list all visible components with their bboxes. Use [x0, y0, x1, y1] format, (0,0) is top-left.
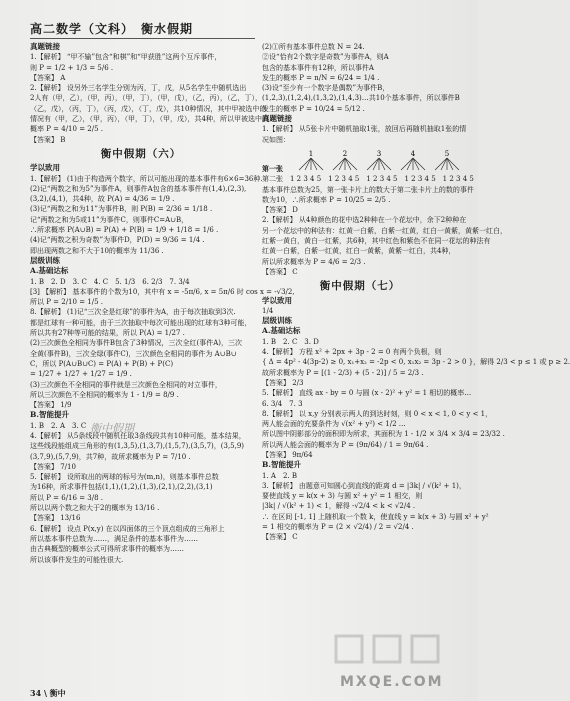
- text-line: ∴ 在区间 [-1, 1] 上随机取一个数 k，使直线 y = k(x + 3) 与圆 x² + y²: [262, 512, 489, 521]
- subsection-heading: B.智能提升: [262, 460, 301, 470]
- text-line: 全黄(事件B)，三次全绿(事件C)，三次颜色全相同的事件为 A∪B∪: [30, 349, 237, 358]
- right-column: [262, 42, 570, 543]
- text-line: C，所以 P(A∪B∪C) = P(A) + P(B) + P(C): [30, 359, 174, 368]
- text-line: 4.【解析】 从5条线段中随机任取3条线段共有10种可能，基本结果，: [30, 431, 246, 440]
- text-line: [3] 【解析】 基本事件的个数为10，其中有 x = -5π/6, x = 5π/6 时 cos x = -√3/2,: [30, 287, 295, 296]
- tree-edge: [441, 158, 447, 170]
- text-line: 【答案】 1/9: [30, 401, 72, 410]
- text-line: 为16种，所求事件包括(1,1),(1,2),(1,3),(2,1),(2,2),(3,1): [30, 483, 213, 492]
- subsection-heading: 层级训练: [30, 255, 60, 265]
- tree-edge: [367, 158, 379, 170]
- text-line: 2.【解析】 从4种颜色的花中选2种种在一个花坛中，余下2种种在: [262, 216, 467, 225]
- text-line: 1. A 2. B: [262, 471, 298, 480]
- text-line: 基本事件总数为25，第一张卡片上的数大于第二张卡片上的数的事件: [262, 185, 474, 194]
- text-line: 【答案】 7/10: [30, 462, 76, 471]
- page-number: 34: [30, 688, 42, 698]
- text-line: 4.【解析】 方程 x² + 2px + 3p - 2 = 0 有两个负根，则: [262, 348, 442, 357]
- text-line: 要使直线 y = k(x + 3) 与圆 x² + y² = 1 相交，则: [262, 492, 423, 501]
- text-line: 【答案】 9π/64: [262, 450, 313, 459]
- text-line: (3)设“至少有一个数字是偶数”为事件B，: [262, 84, 390, 93]
- tree-edge: [413, 158, 419, 170]
- tree-diagram: [262, 145, 458, 174]
- text-line: 所以所求概率为 P = 4/6 = 2/3 .: [262, 257, 366, 266]
- text-line: 所以三次颜色不全相同的概率为 1 - 1/9 = 8/9 .: [30, 390, 179, 399]
- tree-edge: [345, 158, 351, 170]
- text-line: 2.【解析】 设另外三名学生分别为丙，丁，戊，从5名学生中随机选出: [30, 84, 247, 93]
- tree-edge: [373, 158, 379, 170]
- text-line: 5.【解析】 设所取出的两球的标号为(m,n)，则基本事件总数: [30, 473, 219, 482]
- text-line: { Δ = 4p² - 4(3p-2) ≥ 0, x₁+x₂ = -2p < 0, x₁x₂ = 3p - 2 > 0 }，解得 2/3 < p ≤ 1 或 p ≥ 2.: [262, 358, 570, 367]
- subsection-heading: 学以致用: [262, 295, 292, 305]
- tree-edge: [401, 158, 413, 170]
- text-line: ∴所求概率 P(A∪B) = P(A) + P(B) = 1/9 + 1/18 = 1/6 .: [30, 226, 219, 235]
- text-line: 1.【解析】 从5张卡片中随机抽取1张，放回后再随机抽取1张的情: [262, 125, 467, 134]
- tree-root-label: 5: [444, 149, 450, 158]
- tree-edge: [379, 158, 385, 170]
- subsection-heading: B.智能提升: [30, 410, 69, 420]
- text-line: 6. 3/4 7. 3: [262, 399, 303, 408]
- tree-branch: [365, 149, 393, 171]
- tree-edge: [447, 158, 453, 170]
- text-line: 况如图：: [262, 135, 290, 144]
- tree-root-label: 2: [342, 149, 348, 158]
- section-title: 衡中假期（七）: [319, 280, 401, 293]
- tree-edge: [407, 158, 413, 170]
- text-line: 所以图中阴影部分的面积即为所求，其面积为 1 - 1/2 × 3/4 × 3/4 = 23/32 .: [262, 430, 505, 439]
- text-line: 2人有（甲，乙），（甲，丙），（甲，丁），（甲，戊），（乙，丙），（乙，丁），: [30, 94, 262, 103]
- text-line: 发生的概率 P = n/N = 6/24 = 1/4 .: [262, 73, 380, 82]
- subsection-heading: 真题链接: [262, 114, 292, 124]
- text-line: 1.【解析】 “甲不输”包含“和棋”和“甲获胜”这两个互斥事件，: [30, 53, 222, 62]
- tree-root-label: 4: [410, 149, 416, 158]
- text-line: 由古典概型的概率公式可得所求事件的概率为……: [30, 545, 184, 554]
- section-title: 衡中假期（六）: [100, 147, 182, 160]
- text-line: 另一个花坛中的种法有：红黄一白紫，白紫一红黄，红白一黄紫，黄紫一红白，: [262, 226, 507, 235]
- text-line: 1/4: [262, 306, 274, 315]
- text-line: 8.【解析】 (1)记“三次全是红球”的事件为A，由于每次抽取到3次.: [30, 308, 236, 317]
- tree-first-label: 第一张: [262, 163, 283, 173]
- text-line: 1. B 2. C 3. D: [262, 337, 319, 346]
- text-line: 概率 P = 4/10 = 2/5 .: [30, 125, 104, 134]
- footer-label: 衡中: [49, 688, 66, 698]
- text-line: 1.【解析】 (1)由于构造两个数字，所以可能出现的基本事件有6×6=36种.: [30, 174, 263, 183]
- tree-edge: [447, 158, 459, 170]
- subsection-heading: A.基础达标: [262, 326, 301, 336]
- text-line: 【答案】 13/16: [30, 514, 81, 523]
- text-line: (1,2,3),(1,2,4),(1,3,2),(1,4,3)…共10个基本事件，所以事件B: [262, 94, 460, 103]
- text-line: 所以以两个数之和大于2的概率为 13/16 .: [30, 504, 160, 513]
- text-line: 所以基本事件总数为……，满足条件的基本事件为……: [30, 534, 198, 543]
- text-line: 所以两人能会面的概率为 P = (9π/64) / 1 = 9π/64 .: [262, 440, 429, 449]
- text-line: 6.【解析】 设点 P(x,y) 在以四面体的三个顶点组成的三角形上: [30, 524, 225, 533]
- text-line: 第二张 1 2 3 4 5 1 2 3 4 5 1 2 3 4 5 1 2 3 4 5 1 2 3 4 5: [262, 175, 474, 184]
- text-line: 两人能会面的充要条件为 √(x² + y²) < 1/2 …: [262, 420, 406, 429]
- text-line: 发生的概率 P = 10/24 = 5/12 .: [262, 104, 365, 113]
- text-line: （乙，戊），（丙，丁），（丙，戊），（丁，戊），共10种情况，其中甲被选中的: [30, 104, 267, 113]
- text-line: 数为10，∴所求概率 P = 10/25 = 2/5 .: [262, 195, 391, 204]
- subsection-heading: 学以致用: [30, 163, 60, 173]
- text-line: (2)记“两数之和为5”为事件A，则事件A包含的基本事件有(1,4),(2,3),: [30, 184, 247, 193]
- text-line: (3)三次颜色不全相同的事件就是三次颜色全相同的对立事件，: [30, 380, 222, 389]
- text-line: = 1 相交的概率为 P = (2 × √2/4) / 2 = √2/4 .: [262, 523, 414, 532]
- tree-branch: [297, 149, 325, 171]
- tree-edge: [305, 158, 311, 170]
- text-line: 红黄一白紫，白紫一红黄，红白一黄紫，黄紫一红白，共4种，: [262, 247, 456, 256]
- text-line: 所以该事件发生的可能性很大.: [30, 555, 124, 564]
- text-line: 包含的基本事件有12种，所以事件A: [262, 63, 374, 72]
- subsection-heading: 真题链接: [30, 42, 60, 51]
- text-line: 所以 P = 2/10 = 1/5 .: [30, 298, 104, 307]
- text-line: (2)三次颜色全相同为事件B包含了3种情况，三次全红(事件A)，三次: [30, 339, 243, 348]
- tree-edge: [299, 158, 311, 170]
- text-line: (3,2),(4,1)，共4种，故 P(A) = 4/36 = 1/9 .: [30, 195, 175, 204]
- tree-branch: [433, 149, 461, 171]
- text-line: 1. B 2. A 3. C: [30, 421, 87, 430]
- text-line: 这些线段能组成三角形的有(1,3,5),(1,3,7),(1,5,7),(3,5,7)，(3,5,9): [30, 442, 245, 451]
- text-line: |3k| / √(k² + 1) < 1，解得 -√2/4 < k < √2/4 .: [262, 502, 416, 511]
- text-line: 记“两数之和为5或11”为事件C，则事件C=A∪B，: [30, 215, 189, 224]
- tree-edge: [333, 158, 345, 170]
- tree-edge: [311, 158, 323, 170]
- tree-branch: [399, 149, 427, 171]
- subsection-heading: 层级训练: [262, 316, 292, 326]
- page-footer: [30, 688, 66, 699]
- subsection-heading: A.基础达标: [30, 266, 69, 276]
- text-line: (3,7,9),(5,7,9)，共7种，故所求概率为 P = 7/10 .: [30, 452, 191, 461]
- text-line: 【答案】 D: [262, 206, 298, 215]
- text-line: 则 P = 1/2 + 1/3 = 5/6 .: [30, 63, 114, 72]
- watermark-text: MXQE.COM: [340, 674, 444, 690]
- tree-edge: [339, 158, 345, 170]
- tree-edge: [435, 158, 447, 170]
- text-line: (3)记“两数之和为11”为事件B，则 P(B) = 2/36 = 1/18 .: [30, 205, 213, 214]
- text-line: 【答案】 C: [262, 533, 298, 542]
- text-line: 所以 P = 6/16 = 3/8 .: [30, 493, 104, 502]
- tree-edge: [413, 158, 425, 170]
- header-rule: [30, 38, 255, 39]
- tree-edge: [311, 158, 317, 170]
- text-line: 【答案】 2/3: [262, 378, 304, 387]
- text-line: 所以共有27种等可能的结果，所以 P(A) = 1/27 .: [30, 329, 185, 338]
- text-line: 故所求概率为 P = [(1 - 2/3) + (5 - 2)] / 5 = 2/3 .: [262, 368, 424, 377]
- text-line: (2)①所有基本事件总数 N = 24.: [262, 43, 365, 51]
- text-line: = 1/27 + 1/27 + 1/27 = 1/9 .: [30, 370, 132, 379]
- text-line: 3.【解析】 由题意可知圆心到直线的距离 d = |3k| / √(k² + 1)，: [262, 481, 466, 490]
- text-line: 【答案】 B: [30, 135, 66, 144]
- text-line: (4)记“两数之积为奇数”为事件D，P(D) = 9/36 = 1/4 .: [30, 236, 205, 245]
- text-line: 情况有（甲，乙），（甲，丙），（甲，丁），（甲，戊），共4种，所以甲被选中的: [30, 115, 269, 124]
- tree-root-label: 3: [376, 149, 382, 158]
- tree-edge: [379, 158, 391, 170]
- text-line: 【答案】 A: [30, 73, 66, 82]
- text-line: 8.【解析】 以 x,y 分别表示两人的到达时刻，则 0 < x < 1, 0 < y < 1，: [262, 409, 493, 418]
- tree-edge: [345, 158, 357, 170]
- text-line: 【答案】 C: [262, 267, 298, 276]
- text-line: ②设“恰有2个数字是奇数”为事件A，则A: [262, 53, 389, 62]
- text-line: 1. B 2. D 3. C 4. C 5. 1/3 6. 2/3 7. 3/4: [30, 277, 190, 286]
- tree-root-label: 1: [308, 149, 314, 158]
- footer-separator: \: [43, 688, 50, 698]
- text-line: 红紫一黄白，黄白一红紫，共6种，其中红色和紫色不在同一花坛的种法有: [262, 237, 491, 246]
- handwritten-scribble: 衡中假期: [90, 422, 134, 435]
- tree-branch: [331, 149, 359, 171]
- text-line: 即出现两数之和不大于10的概率为 11/36 .: [30, 246, 164, 255]
- text-line: 都是红球有一种可能，由于三次抽取中每次可能出现的红球有3种可能，: [30, 318, 252, 327]
- text-line: 5.【解析】 直线 ax - by = 0 与圆 (x - 2)² + y² = 1 相切的概率…: [262, 389, 472, 398]
- page-header: 高二数学（文科） 衡水假期: [30, 22, 194, 36]
